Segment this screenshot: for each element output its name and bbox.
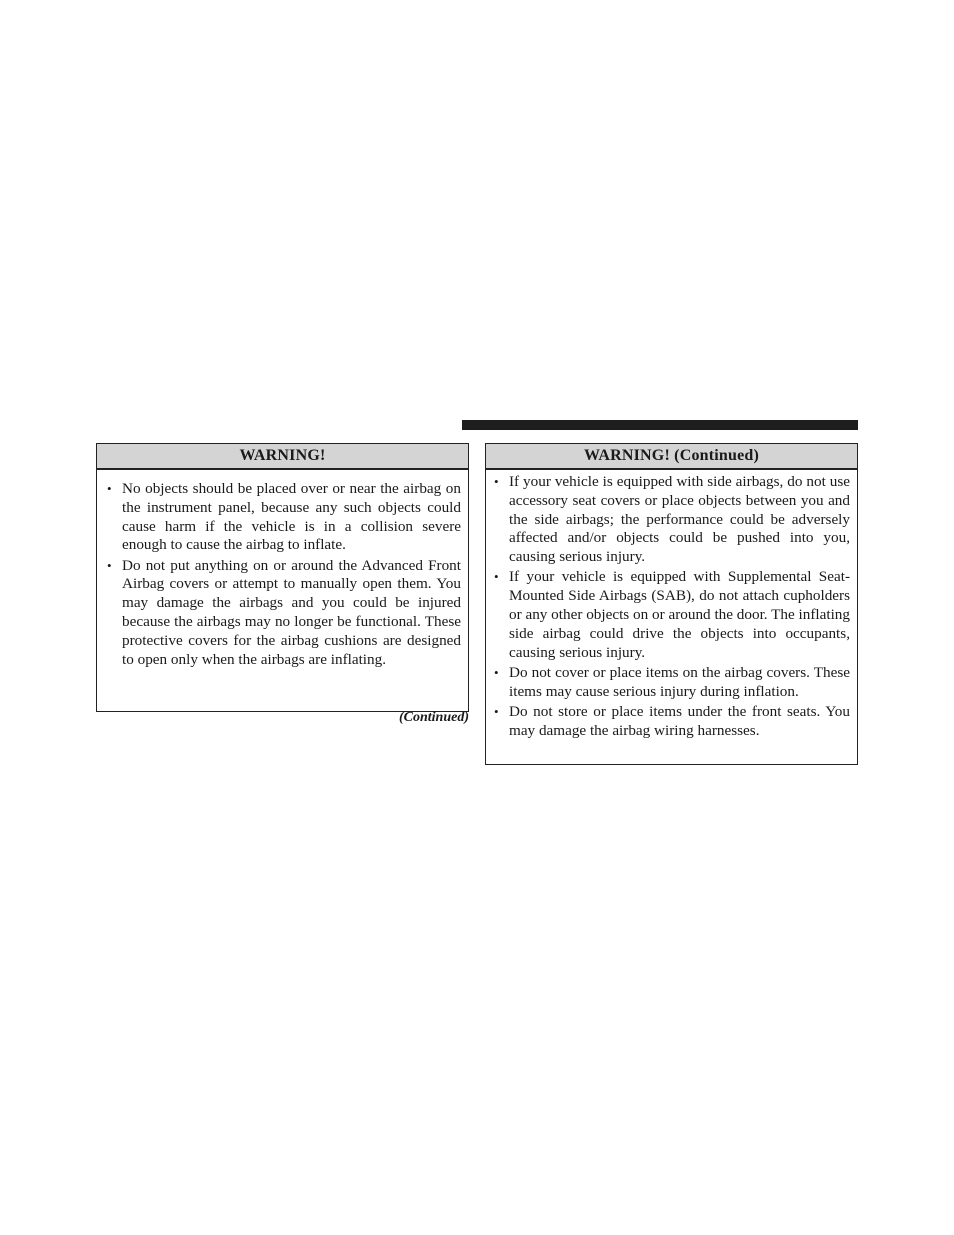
warning-text: If your vehicle is equipped with Supplemental Seat-Mounted Side Airbags (SAB), do not attach cupholders or any other objects on or around the door. The inflating side airbag could drive the objects into occupants, causing serious injury. xyxy=(509,568,850,661)
warning-text: No objects should be placed over or near the airbag on the instrument panel, because any such objects could cause harm if the vehicle is in a collision severe enough to cause the airbag to inflate. xyxy=(122,480,461,554)
bullet-icon: • xyxy=(494,569,499,585)
list-item xyxy=(494,664,850,702)
warning-text: If your vehicle is equipped with side airbags, do not use accessory seat covers or place objects between you and the side airbags; the performance could be adversely affected and/or objects could be pushed into you, causing serious injury. xyxy=(509,473,850,566)
list-item xyxy=(107,557,461,670)
warning-box-right xyxy=(485,443,858,765)
warning-list xyxy=(486,470,857,741)
bullet-icon: • xyxy=(494,474,499,489)
bullet-icon: • xyxy=(107,481,112,496)
list-item xyxy=(494,703,850,741)
continued-label: (Continued) xyxy=(398,710,469,725)
bullet-icon: • xyxy=(107,557,112,573)
warning-title: WARNING! (Continued) xyxy=(486,444,857,470)
warning-title: WARNING! xyxy=(97,444,468,470)
warning-box-left xyxy=(96,443,469,712)
warning-text: Do not cover or place items on the airbag covers. These items may cause serious injury during inflation. xyxy=(509,663,850,700)
warning-text: Do not put anything on or around the Advanced Front Airbag covers or attempt to manually open them. You may damage the airbags and you could be injured because the airbags may no longer be functional. These protective covers for the airbag cushions are designed to open only when the airbags are inflating. xyxy=(122,556,461,668)
bullet-icon: • xyxy=(494,704,499,720)
list-item xyxy=(494,568,850,662)
list-item xyxy=(107,480,461,555)
section-header-bar xyxy=(462,420,858,430)
warning-text: Do not store or place items under the front seats. You may damage the airbag wiring harnesses. xyxy=(509,703,850,739)
list-item xyxy=(494,473,850,567)
warning-list xyxy=(97,470,468,669)
bullet-icon: • xyxy=(494,664,499,680)
